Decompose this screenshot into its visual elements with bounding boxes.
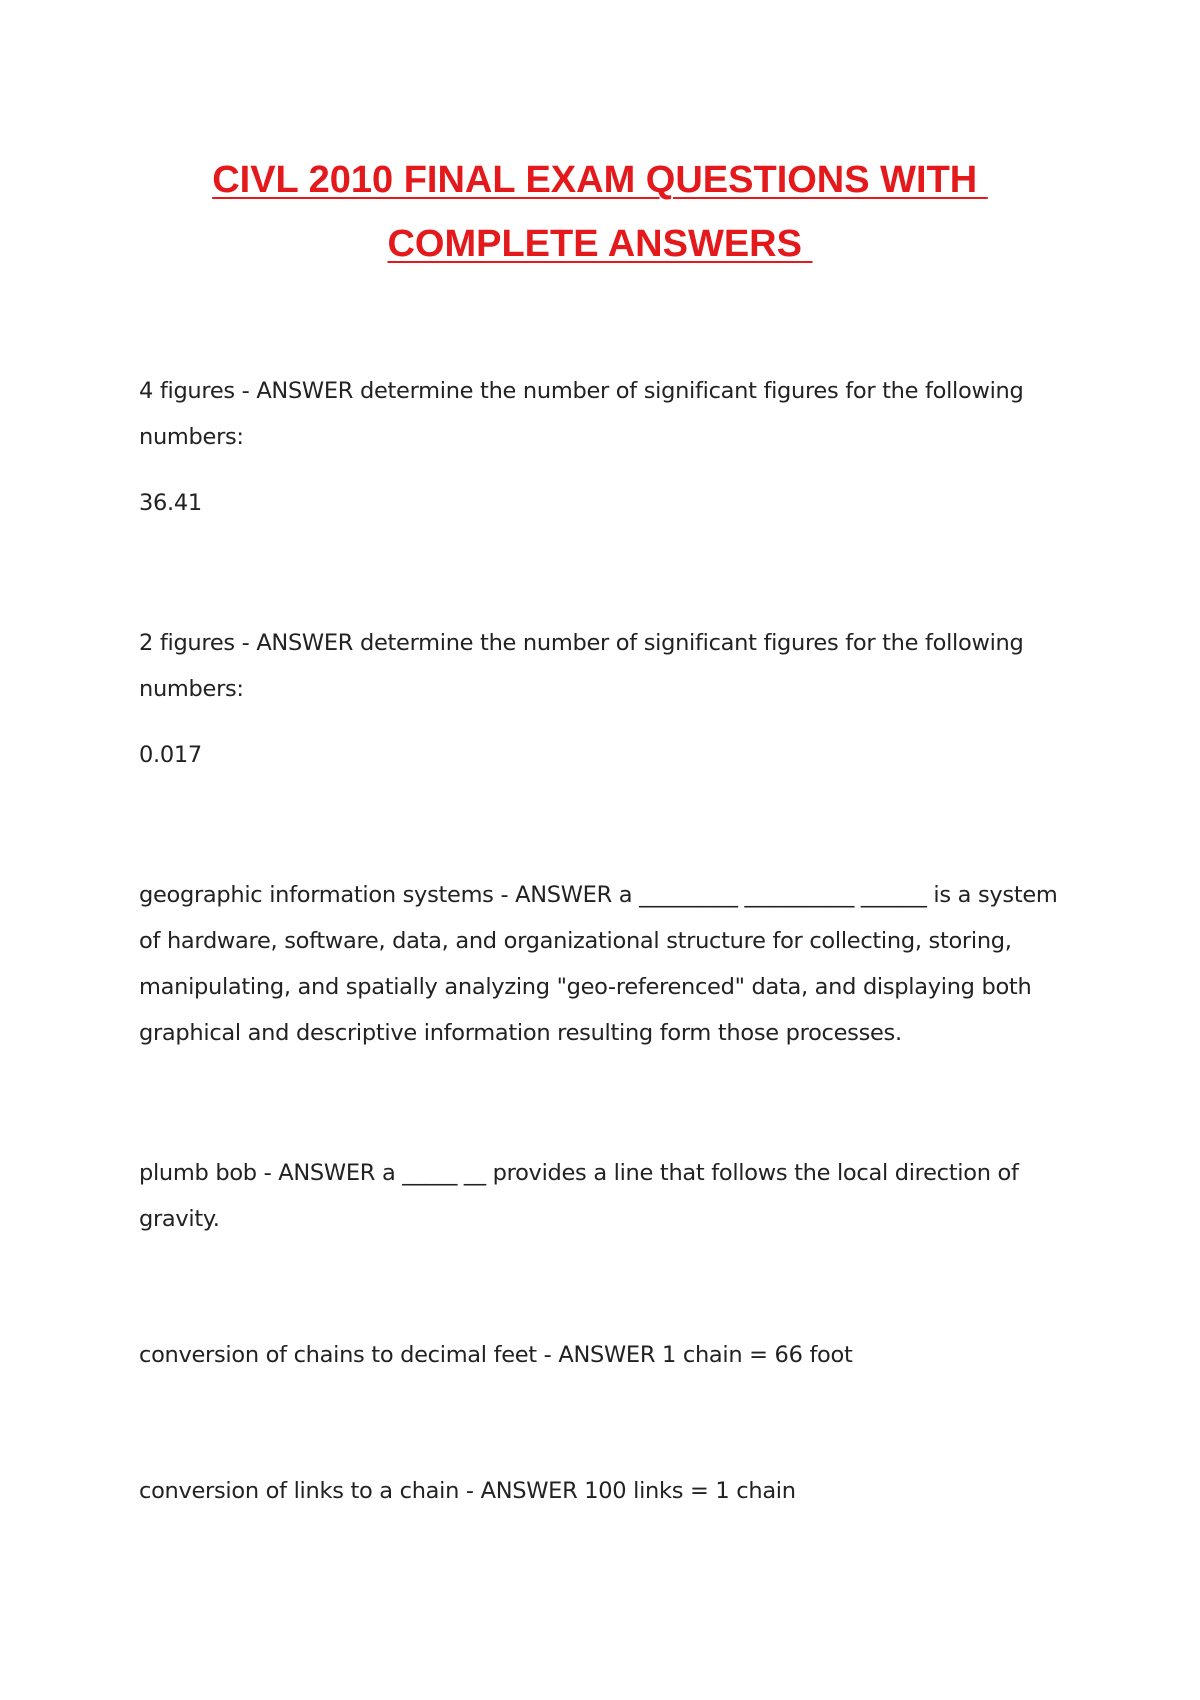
qa-text: conversion of links to a chain - ANSWER 100 links = 1 chain <box>139 1478 796 1504</box>
qa-value: 36.41 <box>139 490 202 516</box>
qa-text: 2 figures - ANSWER determine the number of significant figures for the following numbers: <box>139 630 1024 702</box>
qa-entry <box>139 1332 1059 1378</box>
title-line-1-text: CIVL 2010 FINAL EXAM QUESTIONS WITH <box>212 159 988 201</box>
qa-entry <box>139 1468 1059 1514</box>
qa-entry <box>139 368 1059 526</box>
document-title-line-2 <box>0 220 1200 268</box>
title-line-2-text: COMPLETE ANSWERS <box>387 223 813 265</box>
document-title-line-1 <box>0 156 1200 204</box>
qa-text: 4 figures - ANSWER determine the number of significant figures for the following numbers: <box>139 378 1024 450</box>
qa-entry <box>139 872 1059 1056</box>
qa-entry <box>139 1150 1059 1242</box>
qa-value: 0.017 <box>139 742 202 768</box>
qa-text: plumb bob - ANSWER a _____ __ provides a line that follows the local direction of gravity. <box>139 1160 1019 1232</box>
qa-text: geographic information systems - ANSWER a _________ __________ ______ is a system of hardware, software, data, and organizational structure for collecting, storing, manipulating, and spatially analyzing "geo-referenced" data, and displaying both graphical and descriptive information resulting form those processes. <box>139 882 1058 1046</box>
qa-text: conversion of chains to decimal feet - ANSWER 1 chain = 66 foot <box>139 1342 853 1368</box>
qa-entry <box>139 620 1059 778</box>
